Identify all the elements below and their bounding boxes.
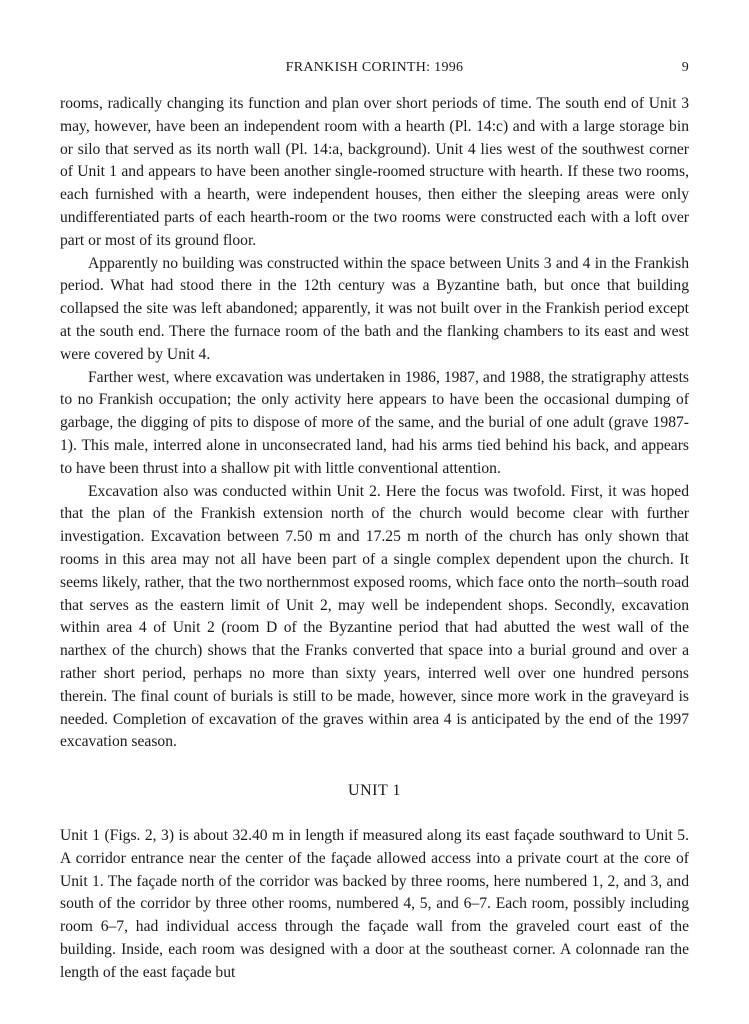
paragraph-continuation: rooms, radically changing its function and plan over short periods of time. The south end of Unit 3 may, however, have been an independent room with a hearth (Pl. 14:c) and with a large storage bin or silo that served as its north wall (Pl. 14:a, background). Unit 4 lies west of the southwest corner of Unit 1 and appears to have been another single-roomed structure with hearth. If these two rooms, each furnished with a hearth, were independent houses, then either the sleeping areas were only undifferentiated parts of each hearth-room or the two rooms were constructed each with a loft over part or most of its ground floor. [60,95,689,249]
body-text [60,93,689,754]
running-head [60,60,689,82]
paragraph-unit-1: Unit 1 (Figs. 2, 3) is about 32.40 m in length if measured along its east façade southward to Unit 5. A corridor entrance near the center of the façade allowed access into a private court at the core of Unit 1. The façade north of the corridor was backed by three rooms, here numbered 1, 2, and 3, and south of the corridor by three other rooms, numbered 4, 5, and 6–7. Each room, possibly including room 6–7, had individual access through the façade wall from the graveled court east of the building. Inside, each room was designed with a door at the southeast corner. A colonnade ran the length of the east façade but [60,827,689,981]
paragraph-unit-2: Excavation also was conducted within Unit 2. Here the focus was twofold. First, it was hoped that the plan of the Frankish extension north of the church would become clear with further investigation. Excavation between 7.50 m and 17.25 m north of the church has only shown that rooms in this area may not all have been part of a single complex dependent upon the church. It seems likely, rather, that the two northernmost exposed rooms, which face onto the north–south road that serves as the eastern limit of Unit 2, may well be independent shops. Secondly, excavation within area 4 of Unit 2 (room D of the Byzantine period that had abutted the west wall of the narthex of the church) shows that the Franks converted that space into a burial ground and over a rather short period, perhaps no more than sixty years, interred well over one hundred persons therein. The final count of burials is still to be made, however, since more work in the graveyard is needed. Completion of excavation of the graves within area 4 is anticipated by the end of the 1997 excavation season. [60,482,689,751]
unit-1-text [60,825,689,985]
running-title: FRANKISH CORINTH: 1996 [285,60,464,75]
section-heading: UNIT 1 [348,782,401,799]
page-number: 9 [681,60,689,75]
paragraph-farther-west: Farther west, where excavation was undertaken in 1986, 1987, and 1988, the stratigraphy attests to no Frankish occupation; the only activity here appears to have been the occasional dumping of garbage, the digging of pits to dispose of more of the same, and the burial of one adult (grave 1987-1). This male, interred alone in unconsecrated land, had his arms tied behind his back, and appears to have been thrust into a shallow pit with little conventional attention. [60,368,689,477]
paragraph-units-3-4: Apparently no building was constructed within the space between Units 3 and 4 in the Frankish period. What had stood there in the 12th century was a Byzantine bath, but once that building collapsed the site was left abandoned; apparently, it was not built over in the Frankish period except at the south end. There the furnace room of the bath and the flanking chambers to its east and west were covered by Unit 4. [60,254,689,363]
